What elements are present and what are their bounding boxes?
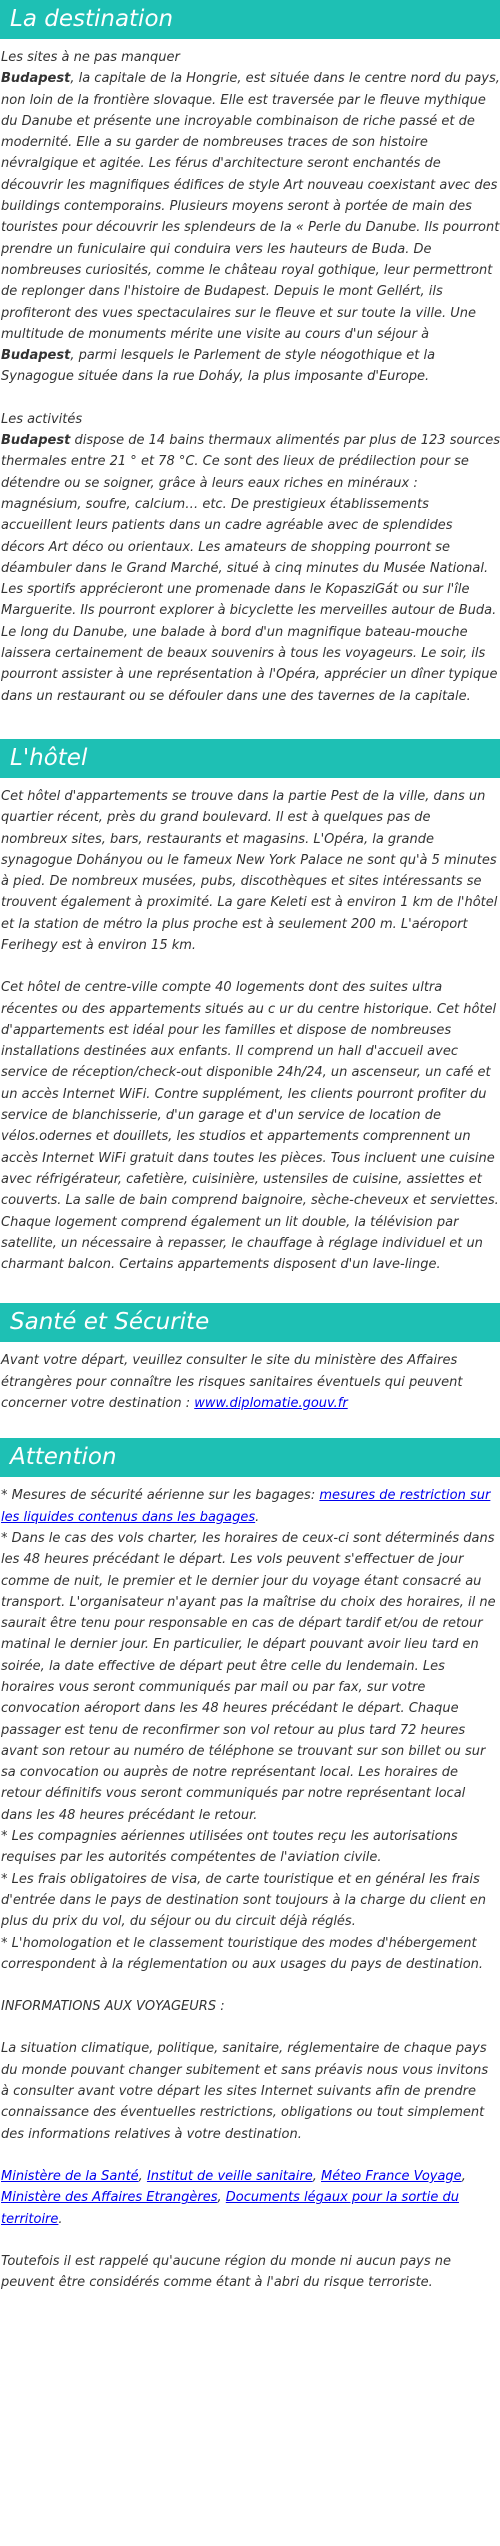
section-attention [0,1438,500,2293]
sante-paragraph: Avant votre départ, veuillez consulter le site du ministère des Affaires étrangères pour connaître les risques sanitaires éventuels qui peuvent concerner votre destination : www.diplomatie.gouv.fr [1,1353,463,1412]
destination-paragraph-2: Budapest dispose de 14 bains thermaux alimentés par plus de 123 sources thermales entre 21 ° et 78 °C. Ce sont des lieux de prédilection pour se détendre ou se soigner, grâce à leurs eaux riches en minéraux : magnésium, soufre, calcium… etc. De prestigieux établissements accueillent leurs patients dans un cadre agréable avec de splendides décors Art déco ou orientaux. Les amateurs de shopping pourront se déambuler dans le Grand Marché, situé à cinq minutes du Musée National. Les sportifs apprécieront une promenade dans le KopasziGát ou sur l'île Marguerite. Ils pourront explorer à bicyclette les merveilles autour de Buda. Le long du Danube, une balade à bord d'un magnifique bateau-mouche laissera certainement de beaux souvenirs à tous les voyageurs. Le soir, ils pourront assister à une représentation à l'Opéra, apprécier un dîner typique dans un restaurant ou se défouler dans une des tavernes de la capitale. [1,433,500,704]
section-hotel [0,739,500,1276]
attention-item-fees: * Les frais obligatoires de visa, de carte touristique et en général les frais d'entrée dans le pays de destination sont toujours à la charge du client en plus du prix du vol, du séjour ou du circuit déjà réglés. [1,1871,487,1930]
attention-item-airlines: * Les compagnies aériennes utilisées ont toutes reçu les autorisations requises par les autorités compétentes de l'aviation civile. [1,1829,458,1866]
attention-item-bagages: * Mesures de sécurité aérienne sur les bagages: mesures de restriction sur les liquides contenus dans les bagages. [1,1488,491,1525]
keyword-budapest: Budapest [1,71,71,87]
link-meteo-france[interactable]: Méteo France Voyage [320,2168,462,2184]
section-header-attention: Attention [0,1438,500,1477]
destination-paragraph-1: Budapest, la capitale de la Hongrie, est située dans le centre nord du pays, non loin de la frontière slovaque. Elle est traversée par le fleuve mythique du Danube et présente une incroyable combinaison de riche passé et de modernité. Elle a su garder de nombreuses traces de son histoire névralgique et agitée. Les férus d'architecture seront enchantés de découvrir les magnifiques édifices de style Art nouveau coexistant avec des buildings contemporains. Plusieurs moyens seront à portée de main des touristes pour découvrir les splendeurs de la « Perle du Danube. Ils pourront prendre un funiculaire qui conduira vers les hauteurs de Buda. De nombreuses curiosités, comme le château royal gothique, leur permettront de replonger dans l'histoire de Budapest. Depuis le mont Gellért, ils profiteront des vues spectaculaires sur le fleuve et sur toute la ville. Une multitude de monuments mérite une visite au cours d'un séjour à Budapest, parmi lesquels le Parlement de style néogothique et la Synagogue située dans la rue Doháy, la plus imposante d'Europe. [1,71,500,385]
section-sante [0,1303,500,1414]
final-note: Toutefois il est rappelé qu'aucune région du monde ni aucun pays ne peuvent être considérés comme étant à l'abri du risque terroriste. [1,2253,452,2291]
section-body-sante [0,1342,500,1414]
link-documents-legaux[interactable]: Documents légaux pour la sortie du territoire [1,2190,459,2227]
section-body-hotel [0,778,500,1276]
info-paragraph: La situation climatique, politique, sanitaire, réglementaire de chaque pays du monde pouvant changer subitement et sans préavis nous vous invitons à consulter avant votre départ les sites Internet suivants afin de prendre connaissance des éventuelles restrictions, obligations ou tout simplement des informations relatives à votre destination. [1,2041,489,2142]
link-ministere-affaires[interactable]: Ministère des Affaires Etrangères [1,2190,218,2206]
section-header-destination: La destination [0,0,500,39]
keyword-budapest: Budapest [1,348,71,364]
liquid-restrictions-link[interactable]: mesures de restriction sur les liquides contenus dans les bagages [1,1488,491,1525]
section-body-attention [0,1477,500,2293]
keyword-budapest: Budapest [1,433,71,449]
hotel-paragraph-2: Cet hôtel de centre-ville compte 40 logements dont des suites ultra récentes ou des appartements situés au c ur du centre historique. Cet hôtel d'appartements est idéal pour les familles et dispose de nombreuses installations destinées aux enfants. Il comprend un hall d'accueil avec service de réception/check-out disponible 24h/24, un ascenseur, un café et un accès Internet WiFi. Contre supplément, les clients pourront profiter du service de blanchisserie, d'un garage et d'un service de location de vélos.odernes et douillets, les studios et appartements comprennent un accès Internet WiFi gratuit dans toutes les pièces. Tous incluent une cuisine avec réfrigérateur, cafetière, cuisinière, ustensiles de cuisine, assiettes et couverts. La salle de bain comprend baignoire, sèche-cheveux et serviettes. Chaque logement comprend également un lit double, la télévision par satellite, un nécessaire à repasser, le chauffage à réglage individuel et un charmant balcon. Certains appartements disposent d'un lave-linge. [1,980,499,1273]
info-links: Ministère de la Santé, Institut de veille sanitaire, Méteo France Voyage, Ministère des Affaires Etrangères, Documents légaux pour la sortie du territoire. [1,2168,466,2227]
activities-heading: Les activités [1,411,83,427]
link-institut-veille[interactable]: Institut de veille sanitaire [146,2168,313,2184]
link-ministere-sante[interactable]: Ministère de la Santé [1,2168,139,2184]
info-heading: INFORMATIONS AUX VOYAGEURS : [1,1999,225,2015]
attention-item-charter: * Dans le cas des vols charter, les horaires de ceux-ci sont déterminés dans les 48 heures précédant le départ. Les vols peuvent s'effectuer de jour comme de nuit, le premier et le dernier jour du voyage étant consacré au transport. L'organisateur n'ayant pas la maîtrise du choix des horaires, il ne saurait être tenu pour responsable en cas de départ tardif et/ou de retour matinal le dernier jour. En particulier, le départ pouvant avoir lieu tard en soirée, la date effective de départ peut être celle du lendemain. Les horaires vous seront communiqués par mail ou par fax, sur votre convocation aéroport dans les 48 heures précédant le départ. Chaque passager est tenu de reconfirmer son vol retour au plus tard 72 heures avant son retour au numéro de téléphone se trouvant sur son billet ou sur sa convocation ou auprès de notre représentant local. Les horaires de retour définitifs vous seront communiqués par notre représentant local dans les 48 heures précédant le retour. [1,1530,496,1823]
hotel-paragraph-1: Cet hôtel d'appartements se trouve dans la partie Pest de la ville, dans un quartier récent, près du grand boulevard. Il est à quelques pas de nombreux sites, bars, restaurants et magasins. L'Opéra, la grande synagogue Dohányou ou le fameux New York Palace ne sont qu'à 5 minutes à pied. De nombreux musées, pubs, discothèques et sites intéressants se trouvent également à proximité. La gare Keleti est à environ 1 km de l'hôtel et la station de métro la plus proche est à seulement 200 m. L'aéroport Ferihegy est à environ 15 km. [1,788,498,953]
attention-item-homologation: * L'homologation et le classement touristique des modes d'hébergement correspondent à la réglementation ou aux usages du pays de destination. [1,1935,484,1972]
section-header-sante: Santé et Sécurite [0,1303,500,1342]
destination-intro: Les sites à ne pas manquer [1,50,180,65]
section-destination [0,0,500,707]
diplomatie-link[interactable]: www.diplomatie.gouv.fr [194,1396,348,1412]
section-header-hotel: L'hôtel [0,739,500,778]
section-body-destination [0,39,500,707]
